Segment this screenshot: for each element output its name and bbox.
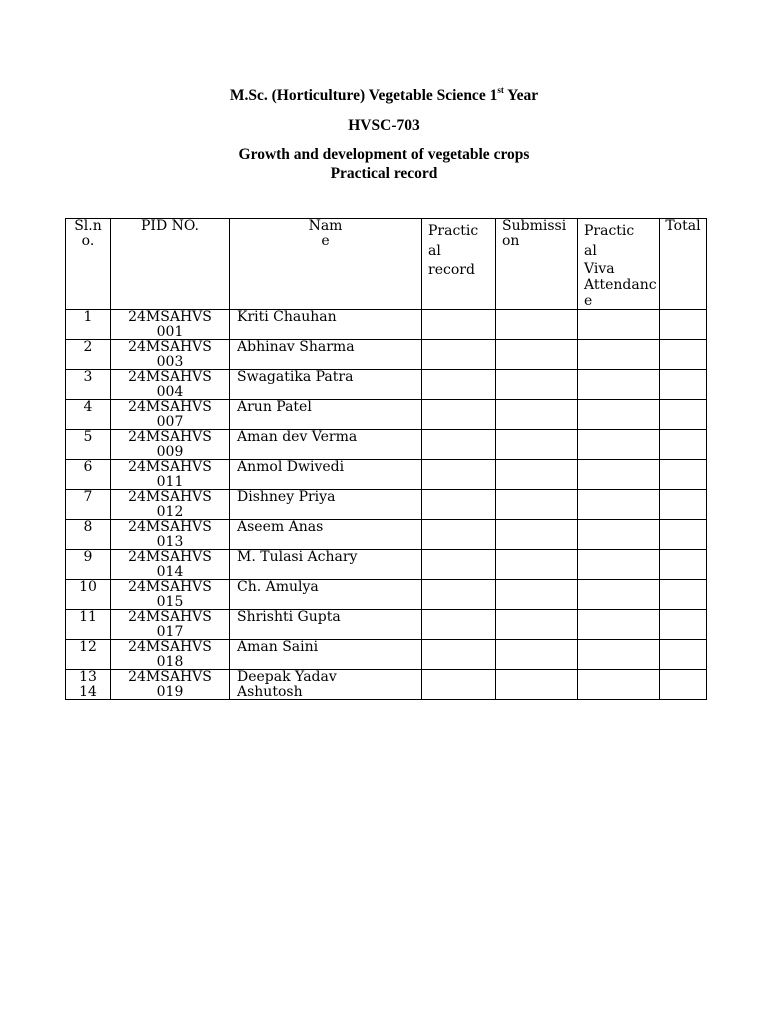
cell-student-name bbox=[230, 430, 422, 460]
pid-number: 004 bbox=[156, 383, 184, 400]
cell-student-name bbox=[230, 670, 422, 700]
sl-no-value: 11 bbox=[79, 609, 97, 625]
cell-pid bbox=[111, 430, 230, 460]
pid-number: 001 bbox=[156, 323, 184, 340]
cell-sl-no bbox=[66, 340, 111, 370]
cell-pid bbox=[111, 400, 230, 430]
student-name: Deepak Yadav bbox=[237, 669, 337, 685]
cell-pid bbox=[111, 310, 230, 340]
cell-total bbox=[660, 460, 707, 490]
pid-number: 009 bbox=[156, 443, 184, 460]
col-header-total bbox=[660, 219, 707, 310]
pid-prefix: 24MSAHVS bbox=[128, 339, 212, 355]
col-header-submission bbox=[496, 219, 578, 310]
student-name: Aseem Anas bbox=[237, 519, 324, 535]
cell-student-name bbox=[230, 370, 422, 400]
col-header-sl-no-line2: o. bbox=[81, 232, 95, 249]
cell-practical-record bbox=[422, 610, 496, 640]
col-header-viva-line2: al bbox=[584, 242, 597, 259]
program-heading-text: M.Sc. (Horticulture) Vegetable Science 1 bbox=[229, 87, 498, 104]
sl-no-value: 1 bbox=[83, 309, 93, 325]
student-name: Swagatika Patra bbox=[237, 369, 354, 385]
pid-number: 013 bbox=[156, 533, 184, 550]
table-row bbox=[66, 520, 707, 550]
col-header-sl-no-line1: Sl.n bbox=[74, 218, 102, 234]
cell-sl-no bbox=[66, 520, 111, 550]
table-row bbox=[66, 580, 707, 610]
student-name: Anmol Dwivedi bbox=[237, 459, 345, 475]
cell-submission bbox=[496, 580, 578, 610]
cell-practical-record bbox=[422, 670, 496, 700]
table-row bbox=[66, 640, 707, 670]
cell-practical-viva-attendance bbox=[578, 460, 660, 490]
sl-no-value: 4 bbox=[83, 399, 93, 415]
cell-pid bbox=[111, 370, 230, 400]
cell-total bbox=[660, 550, 707, 580]
cell-pid bbox=[111, 550, 230, 580]
col-header-viva-line5: e bbox=[584, 293, 593, 309]
cell-sl-no bbox=[66, 490, 111, 520]
cell-submission bbox=[496, 550, 578, 580]
col-header-submission-line1: Submissi bbox=[502, 218, 567, 234]
col-header-practical-record-line2: al bbox=[428, 242, 441, 259]
sl-no-value: 12 bbox=[79, 639, 97, 655]
cell-practical-viva-attendance bbox=[578, 610, 660, 640]
cell-practical-viva-attendance bbox=[578, 520, 660, 550]
pid-prefix: 24MSAHVS bbox=[128, 369, 212, 385]
cell-student-name bbox=[230, 460, 422, 490]
pid-number: 007 bbox=[156, 413, 184, 430]
sl-no-value: 7 bbox=[83, 489, 93, 505]
student-name: Aman dev Verma bbox=[237, 429, 358, 445]
cell-practical-viva-attendance bbox=[578, 670, 660, 700]
cell-total bbox=[660, 400, 707, 430]
col-header-practical-record-line3: record bbox=[428, 262, 475, 278]
sl-no-value: 5 bbox=[83, 429, 93, 445]
course-title: Growth and development of vegetable crops bbox=[238, 146, 530, 163]
pid-prefix: 24MSAHVS bbox=[128, 429, 212, 445]
cell-sl-no bbox=[66, 370, 111, 400]
pid-prefix: 24MSAHVS bbox=[128, 489, 212, 505]
cell-sl-no bbox=[66, 310, 111, 340]
cell-practical-record bbox=[422, 520, 496, 550]
student-name: Aman Saini bbox=[237, 639, 319, 655]
student-name: Dishney Priya bbox=[237, 489, 336, 505]
cell-practical-record bbox=[422, 400, 496, 430]
cell-student-name bbox=[230, 310, 422, 340]
student-name: Kriti Chauhan bbox=[237, 309, 337, 325]
sl-no-value: 9 bbox=[83, 549, 93, 565]
col-header-name-line1: Nam bbox=[308, 218, 343, 234]
col-header-viva-line4: Attendanc bbox=[584, 277, 657, 293]
cell-practical-viva-attendance bbox=[578, 580, 660, 610]
sl-no-value-extra: 14 bbox=[79, 683, 97, 700]
pid-number: 014 bbox=[156, 563, 184, 580]
cell-submission bbox=[496, 430, 578, 460]
cell-practical-record bbox=[422, 640, 496, 670]
cell-total bbox=[660, 610, 707, 640]
cell-sl-no bbox=[66, 670, 111, 700]
pid-prefix: 24MSAHVS bbox=[128, 579, 212, 595]
cell-total bbox=[660, 430, 707, 460]
pid-number: 015 bbox=[156, 593, 184, 610]
col-header-viva-line3: Viva bbox=[584, 261, 615, 277]
cell-student-name bbox=[230, 610, 422, 640]
cell-practical-record bbox=[422, 580, 496, 610]
pid-prefix: 24MSAHVS bbox=[128, 669, 212, 685]
pid-prefix: 24MSAHVS bbox=[128, 639, 212, 655]
cell-total bbox=[660, 370, 707, 400]
cell-submission bbox=[496, 520, 578, 550]
col-header-submission-line2: on bbox=[502, 232, 520, 249]
cell-sl-no bbox=[66, 580, 111, 610]
cell-practical-record bbox=[422, 430, 496, 460]
col-header-name-line2: e bbox=[321, 232, 330, 249]
cell-sl-no bbox=[66, 460, 111, 490]
cell-submission bbox=[496, 670, 578, 700]
header-row bbox=[66, 219, 707, 310]
table-row bbox=[66, 400, 707, 430]
record-title: Practical record bbox=[330, 165, 438, 182]
cell-total bbox=[660, 490, 707, 520]
pid-number: 019 bbox=[156, 683, 184, 700]
cell-practical-viva-attendance bbox=[578, 310, 660, 340]
sl-no-value: 6 bbox=[83, 459, 93, 475]
cell-submission bbox=[496, 370, 578, 400]
pid-prefix: 24MSAHVS bbox=[128, 609, 212, 625]
table-row bbox=[66, 370, 707, 400]
cell-practical-record bbox=[422, 310, 496, 340]
pid-prefix: 24MSAHVS bbox=[128, 309, 212, 325]
table-row bbox=[66, 310, 707, 340]
pid-number: 011 bbox=[156, 473, 184, 490]
cell-pid bbox=[111, 520, 230, 550]
table-row bbox=[66, 340, 707, 370]
col-header-viva-line1: Practic bbox=[584, 223, 635, 239]
col-header-total-label: Total bbox=[665, 218, 701, 234]
cell-practical-viva-attendance bbox=[578, 430, 660, 460]
cell-practical-viva-attendance bbox=[578, 550, 660, 580]
student-name: Abhinav Sharma bbox=[237, 339, 355, 355]
pid-prefix: 24MSAHVS bbox=[128, 399, 212, 415]
program-heading-tail: Year bbox=[503, 87, 539, 104]
cell-total bbox=[660, 640, 707, 670]
col-header-pid bbox=[111, 219, 230, 310]
cell-student-name bbox=[230, 490, 422, 520]
cell-submission bbox=[496, 460, 578, 490]
sl-no-value: 10 bbox=[79, 579, 97, 595]
cell-total bbox=[660, 670, 707, 700]
student-name: Arun Patel bbox=[237, 399, 312, 415]
pid-number: 017 bbox=[156, 623, 184, 640]
col-header-practical-record bbox=[422, 219, 496, 310]
table-row bbox=[66, 460, 707, 490]
cell-student-name bbox=[230, 580, 422, 610]
cell-pid bbox=[111, 490, 230, 520]
cell-total bbox=[660, 580, 707, 610]
table-header bbox=[66, 219, 707, 310]
cell-student-name bbox=[230, 550, 422, 580]
sl-no-value: 2 bbox=[83, 339, 93, 355]
student-name: M. Tulasi Achary bbox=[237, 549, 358, 565]
cell-total bbox=[660, 520, 707, 550]
student-name-extra: Ashutosh bbox=[237, 683, 303, 700]
col-header-pid-label: PID NO. bbox=[141, 218, 199, 234]
pid-number: 012 bbox=[156, 503, 184, 520]
program-heading bbox=[0, 84, 768, 105]
sl-no-value: 8 bbox=[83, 519, 93, 535]
col-header-practical-record-line1: Practic bbox=[428, 223, 479, 239]
cell-practical-viva-attendance bbox=[578, 640, 660, 670]
col-header-name bbox=[230, 219, 422, 310]
cell-total bbox=[660, 340, 707, 370]
cell-student-name bbox=[230, 400, 422, 430]
cell-student-name bbox=[230, 640, 422, 670]
cell-pid bbox=[111, 670, 230, 700]
cell-submission bbox=[496, 610, 578, 640]
student-record-table bbox=[65, 218, 707, 700]
pid-prefix: 24MSAHVS bbox=[128, 459, 212, 475]
cell-pid bbox=[111, 580, 230, 610]
cell-practical-viva-attendance bbox=[578, 490, 660, 520]
table-row bbox=[66, 490, 707, 520]
col-header-sl-no bbox=[66, 219, 111, 310]
cell-sl-no bbox=[66, 430, 111, 460]
cell-submission bbox=[496, 340, 578, 370]
student-name: Shrishti Gupta bbox=[237, 609, 341, 625]
cell-sl-no bbox=[66, 610, 111, 640]
cell-submission bbox=[496, 400, 578, 430]
cell-practical-record bbox=[422, 490, 496, 520]
pid-number: 018 bbox=[156, 653, 184, 670]
cell-pid bbox=[111, 460, 230, 490]
course-code: HVSC-703 bbox=[348, 117, 420, 134]
pid-number: 003 bbox=[156, 353, 184, 370]
cell-sl-no bbox=[66, 400, 111, 430]
program-heading-ordinal: st bbox=[497, 84, 504, 95]
cell-sl-no bbox=[66, 640, 111, 670]
pid-prefix: 24MSAHVS bbox=[128, 549, 212, 565]
cell-practical-viva-attendance bbox=[578, 400, 660, 430]
table-row bbox=[66, 430, 707, 460]
cell-practical-viva-attendance bbox=[578, 370, 660, 400]
sl-no-value: 13 bbox=[79, 669, 97, 685]
cell-practical-record bbox=[422, 550, 496, 580]
cell-total bbox=[660, 310, 707, 340]
pid-prefix: 24MSAHVS bbox=[128, 519, 212, 535]
cell-practical-record bbox=[422, 340, 496, 370]
cell-pid bbox=[111, 340, 230, 370]
table-row bbox=[66, 670, 707, 700]
cell-sl-no bbox=[66, 550, 111, 580]
cell-practical-record bbox=[422, 370, 496, 400]
cell-submission bbox=[496, 310, 578, 340]
student-name: Ch. Amulya bbox=[237, 579, 319, 595]
cell-student-name bbox=[230, 520, 422, 550]
sl-no-value: 3 bbox=[83, 369, 93, 385]
cell-practical-viva-attendance bbox=[578, 340, 660, 370]
table-row bbox=[66, 610, 707, 640]
cell-practical-record bbox=[422, 460, 496, 490]
cell-submission bbox=[496, 640, 578, 670]
cell-pid bbox=[111, 640, 230, 670]
cell-student-name bbox=[230, 340, 422, 370]
table-row bbox=[66, 550, 707, 580]
cell-submission bbox=[496, 490, 578, 520]
table-body bbox=[66, 310, 707, 700]
col-header-practical-viva-attendance bbox=[578, 219, 660, 310]
cell-pid bbox=[111, 610, 230, 640]
